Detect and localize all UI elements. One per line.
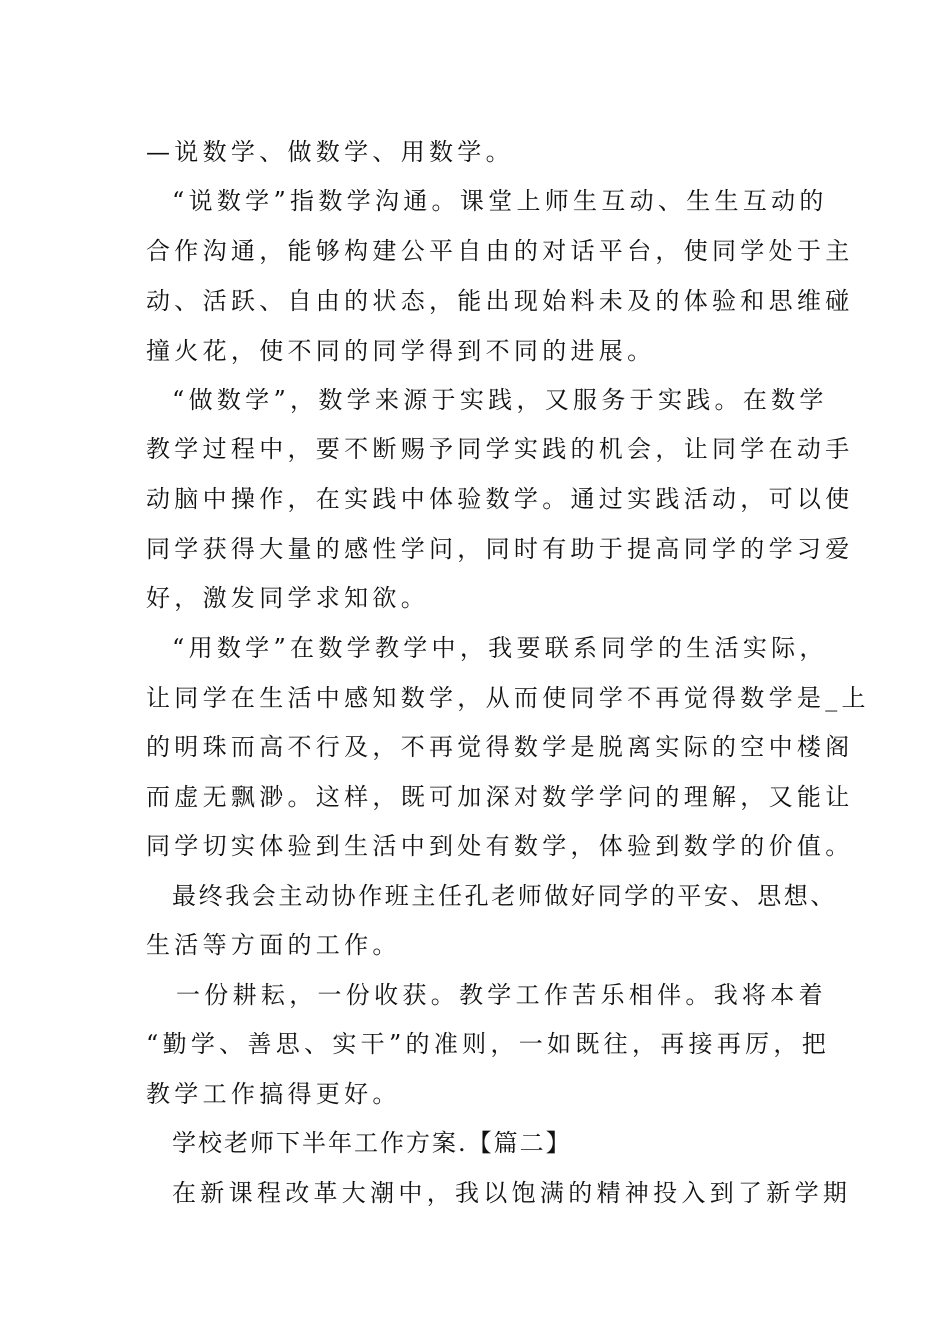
- text-line: 而虚无飘渺。这样，既可加深对数学学问的理解，又能让: [146, 783, 854, 811]
- text-line: 撞火花，使不同的同学得到不同的进展。: [146, 337, 656, 365]
- text-line: 的明珠而高不行及，不再觉得数学是脱离实际的空中楼阁: [146, 733, 854, 761]
- text-line: —说数学、做数学、用数学。: [146, 138, 514, 166]
- text-line: 同学获得大量的感性学问，同时有助于提高同学的学习爱: [146, 535, 854, 563]
- section-heading: 学校老师下半年工作方案.【篇二】: [172, 1129, 572, 1157]
- text-line: “做数学”，数学来源于实践，又服务于实践。在数学: [172, 386, 828, 414]
- text-line: 教学过程中，要不断赐予同学实践的机会，让同学在动手: [146, 435, 854, 463]
- text-line: “用数学”在数学教学中，我要联系同学的生活实际，: [172, 634, 828, 662]
- text-line: “勤学、善思、实干”的准则，一如既往，再接再厉，把: [146, 1030, 831, 1058]
- text-line: “说数学”指数学沟通。课堂上师生互动、生生互动的: [172, 187, 828, 215]
- text-line: 在新课程改革大潮中，我以饱满的精神投入到了新学期: [172, 1179, 852, 1207]
- text-line: 生活等方面的工作。: [146, 931, 401, 959]
- text-line: 动、活跃、自由的状态，能出现始料未及的体验和思维碰: [146, 287, 854, 315]
- text-line: 一份耕耘，一份收获。教学工作苦乐相伴。我将本着: [176, 981, 827, 1009]
- text-line: 合作沟通，能够构建公平自由的对话平台，使同学处于主: [146, 237, 854, 265]
- text-line: 最终我会主动协作班主任孔老师做好同学的平安、思想、: [172, 882, 837, 910]
- text-line: 教学工作搞得更好。: [146, 1080, 401, 1108]
- text-line: 让同学在生活中感知数学，从而使同学不再觉得数学是_上: [146, 684, 870, 712]
- text-line: 动脑中操作，在实践中体验数学。通过实践活动，可以使: [146, 485, 854, 513]
- text-line: 同学切实体验到生活中到处有数学，体验到数学的价值。: [146, 832, 854, 860]
- text-line: 好，激发同学求知欲。: [146, 584, 429, 612]
